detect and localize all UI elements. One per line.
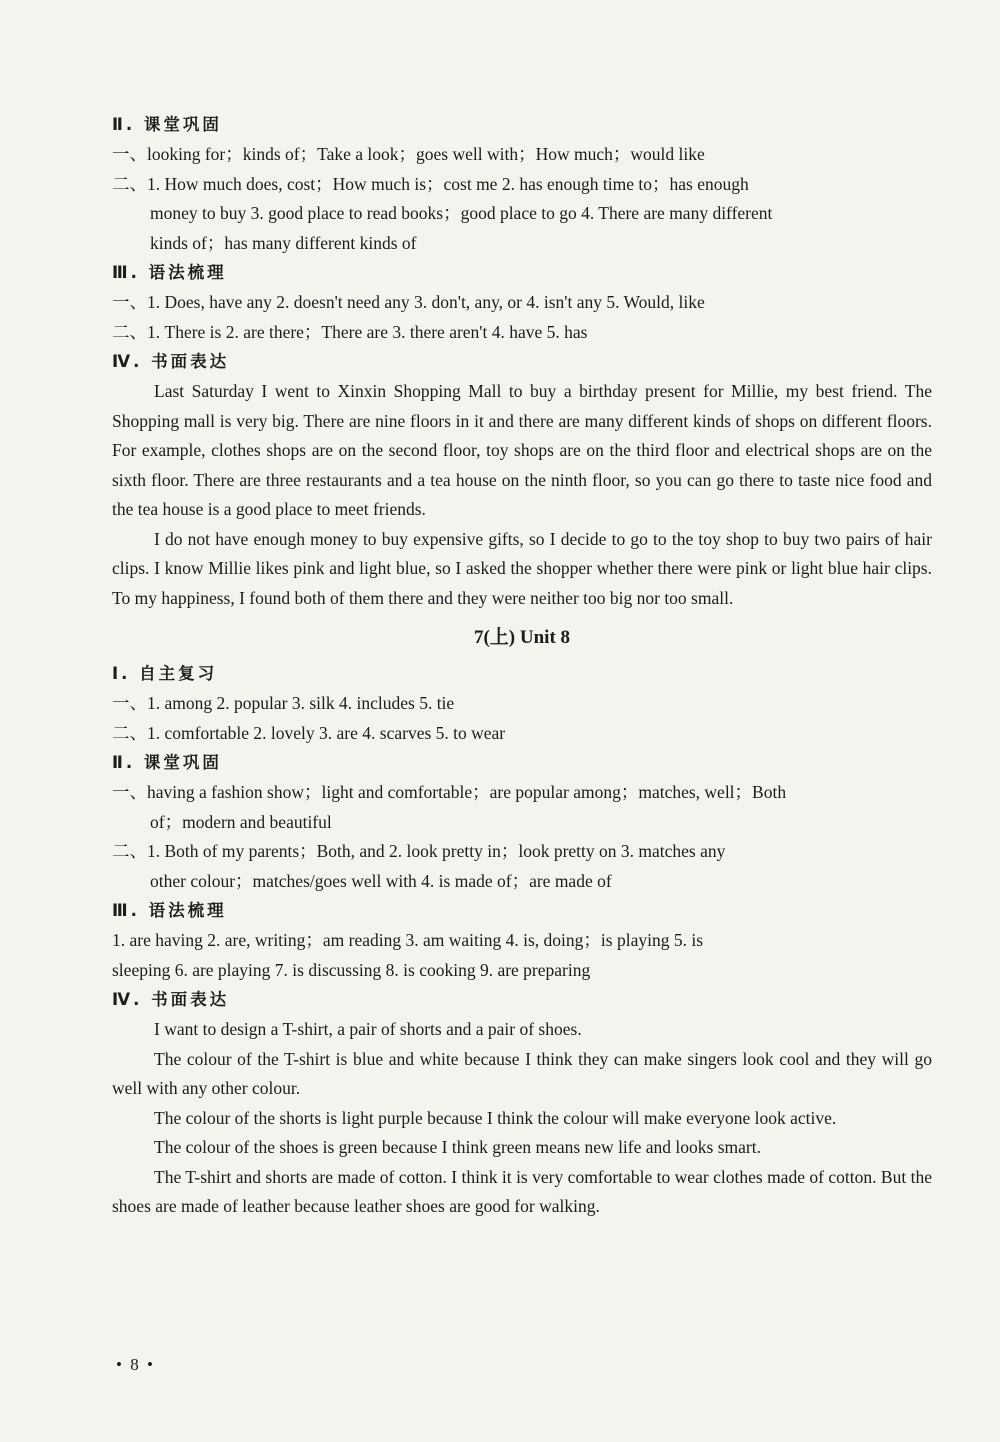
- page-number: • 8 •: [116, 1355, 155, 1374]
- answer-line: sleeping 6. are playing 7. is discussing 8. is cooking 9. are preparing: [112, 959, 591, 980]
- unit-title: 7(上) Unit 8: [473, 627, 571, 648]
- section-heading-3: Ⅲ. 语法梳理: [112, 263, 227, 282]
- section-heading-4: Ⅳ. 书面表达: [112, 990, 230, 1009]
- essay-paragraph: I do not have enough money to buy expensive gifts, so I decide to go to the toy shop to buy two pairs of hair clips. I know Millie likes pink and light blue, so I asked the shopper whether there were pink or light blue hair clips. To my happiness, I found both of them there and they were neither too big nor too small.: [112, 528, 932, 608]
- answer-line: 1. are having 2. are, writing；am reading 3. am waiting 4. is, doing；is playing 5. is: [112, 930, 704, 950]
- answer-page: [112, 110, 932, 1222]
- answer-line: 一、1. Does, have any 2. doesn't need any 3. don't, any, or 4. isn't any 5. Would, like: [112, 292, 705, 312]
- answer-line: other colour；matches/goes well with 4. is made of；are made of: [150, 870, 612, 891]
- essay-paragraph: The colour of the T-shirt is blue and white because I think they can make singers look cool and they will go well with any other colour.: [112, 1048, 932, 1098]
- section-heading-4: Ⅳ. 书面表达: [112, 352, 230, 371]
- answer-line: of；modern and beautiful: [150, 811, 332, 832]
- essay-paragraph: Last Saturday I went to Xinxin Shopping Mall to buy a birthday present for Millie, my best friend. The Shopping mall is very big. There are nine floors in it and there are many different kinds of shops on different floors. For example, clothes shops are on the second floor, toy shops are on the third floor and electrical shops are on the sixth floor. There are three restaurants and a tea house on the ninth floor, so you can go there to taste nice food and the tea house is a good place to meet friends.: [112, 381, 932, 519]
- answer-line: 二、1. Both of my parents；Both, and 2. look pretty in；look pretty on 3. matches any: [112, 841, 726, 861]
- answer-line: 二、1. There is 2. are there；There are 3. there aren't 4. have 5. has: [112, 321, 588, 342]
- essay-paragraph: I want to design a T-shirt, a pair of shorts and a pair of shoes.: [154, 1019, 582, 1039]
- answer-line: 二、1. comfortable 2. lovely 3. are 4. scarves 5. to wear: [112, 722, 506, 743]
- section-heading-2: Ⅱ. 课堂巩固: [112, 753, 222, 772]
- section-heading-3: Ⅲ. 语法梳理: [112, 901, 227, 920]
- answer-line: 一、1. among 2. popular 3. silk 4. includes 5. tie: [112, 693, 455, 713]
- essay-paragraph: The T-shirt and shorts are made of cotton. I think it is very comfortable to wear clothes made of cotton. But the shoes are made of leather because leather shoes are good for walking.: [112, 1166, 932, 1216]
- answer-line: kinds of；has many different kinds of: [150, 232, 417, 253]
- answer-line: 二、1. How much does, cost；How much is；cost me 2. has enough time to；has enough: [112, 173, 749, 194]
- answer-line: 一、looking for；kinds of；Take a look；goes well with；How much；would like: [112, 144, 705, 164]
- essay-paragraph: The colour of the shorts is light purple because I think the colour will make everyone look active.: [154, 1107, 837, 1128]
- section-heading-2: Ⅱ. 课堂巩固: [112, 115, 222, 134]
- answer-line: 一、having a fashion show；light and comfortable；are popular among；matches, well；Both: [112, 782, 787, 802]
- answer-line: money to buy 3. good place to read books；good place to go 4. There are many different: [150, 203, 773, 223]
- section-heading-1: Ⅰ. 自主复习: [112, 664, 218, 683]
- essay-paragraph: The colour of the shoes is green because I think green means new life and looks smart.: [154, 1137, 761, 1157]
